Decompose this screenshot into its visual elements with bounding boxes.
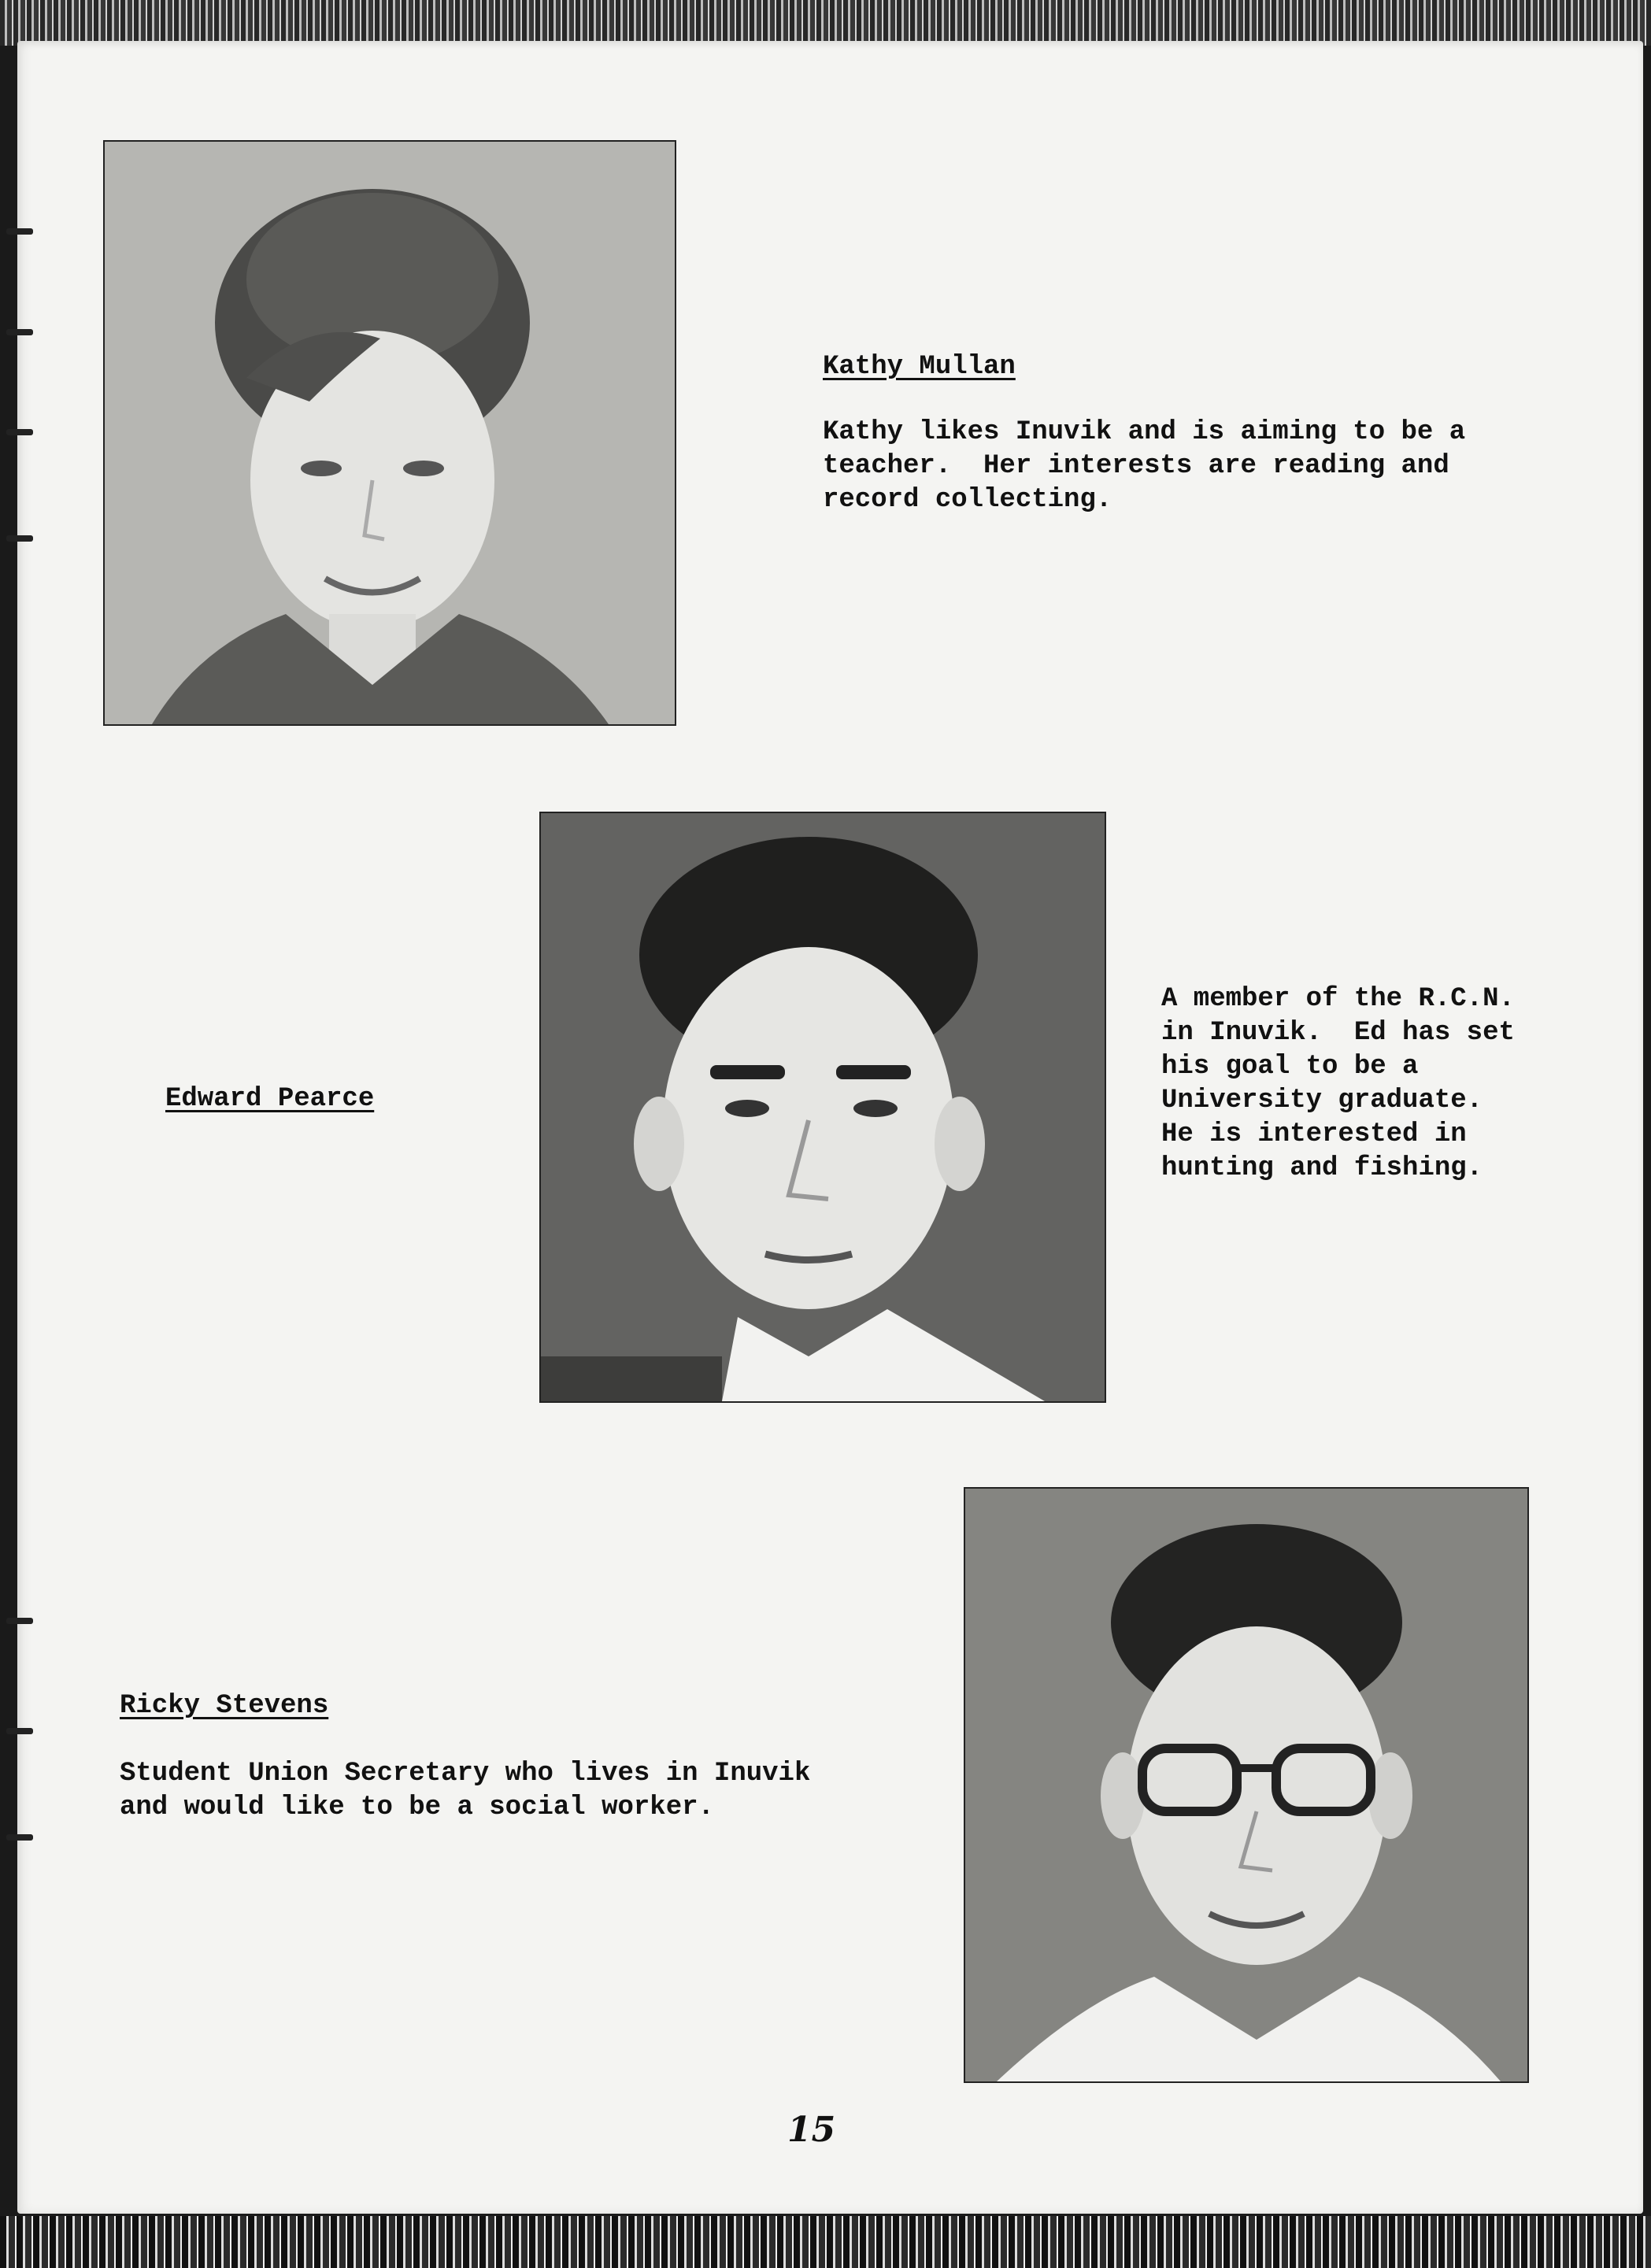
binding-edge-bottom (0, 2216, 1651, 2268)
binding-staple (6, 429, 33, 435)
binding-staple (6, 1834, 33, 1841)
portrait-photo-ricky-stevens (964, 1487, 1529, 2083)
page-number: 15 (787, 2110, 836, 2150)
portrait-photo-kathy-mullan (103, 140, 676, 726)
entry-description-line: A member of the R.C.N. (1161, 984, 1515, 1014)
binding-staple (6, 329, 33, 335)
entry-description-line: University graduate. (1161, 1086, 1483, 1116)
entry-description-line: his goal to be a (1161, 1052, 1419, 1082)
binding-staple (6, 1618, 33, 1624)
binding-staple (6, 228, 33, 235)
entry-description-line: and would like to be a social worker. (120, 1793, 714, 1822)
entry-description-line: Student Union Secretary who lives in Inuvik (120, 1759, 811, 1789)
entry-description-line: Kathy likes Inuvik and is aiming to be a (823, 417, 1466, 447)
entry-name-kathy-mullan: Kathy Mullan (823, 352, 1016, 382)
portrait-photo-edward-pearce (539, 812, 1106, 1403)
entry-description-line: hunting and fishing. (1161, 1153, 1483, 1183)
entry-description-line: record collecting. (823, 485, 1112, 515)
entry-description-line: He is interested in (1161, 1119, 1467, 1149)
binding-staple (6, 1728, 33, 1734)
entry-description-line: teacher. Her interests are reading and (823, 451, 1449, 481)
binding-staple (6, 535, 33, 542)
entry-description-line: in Inuvik. Ed has set (1161, 1018, 1515, 1048)
binding-edge-top (0, 0, 1651, 46)
entry-name-ricky-stevens: Ricky Stevens (120, 1691, 329, 1721)
entry-name-edward-pearce: Edward Pearce (165, 1084, 375, 1114)
